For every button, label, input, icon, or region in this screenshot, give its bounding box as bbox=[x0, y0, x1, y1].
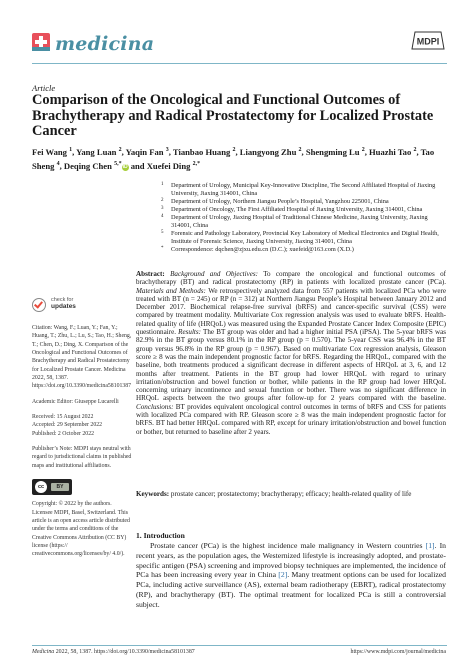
check-for-updates-button[interactable]: check for updates bbox=[32, 296, 102, 320]
author-list: Fei Wang $^1$, Yang Luan $^2$, Yaqin Fan $^3$, Tianbao Huang $^2$, Liangyong Zhu $^2$, Shengming Lu $^2$, Huazhi Tao $^2$, Tao Sheng $^4$, Deqing Chen $^{5,*}$iD and Xuefei Ding $^{2,*}$ bbox=[32, 146, 435, 171]
section-heading: 1. Introduction bbox=[136, 531, 185, 540]
footer-citation[interactable]: Medicina 2022, 58, 1387. https://doi.org/10.3390/medicina58101387 bbox=[32, 649, 195, 655]
affiliation-item: 3 Department of Oncology, The First Affiliated Hospital of Jiaxing University, Jiaxing 314001, China bbox=[161, 206, 423, 214]
affiliations bbox=[161, 182, 446, 254]
accepted-date: Accepted: 29 September 2022 bbox=[32, 422, 103, 429]
medicina-logo-icon bbox=[32, 33, 50, 51]
published-date: Published: 2 October 2022 bbox=[32, 430, 94, 437]
footer-divider bbox=[32, 645, 447, 646]
affiliation-item: 5 Forensic and Pathology Laboratory, Provincial Key Laboratory of Medical Electronics and Digital Health, Institute of Forensic Science, Jiaxing University, Jiaxing 314001, China bbox=[161, 230, 439, 246]
abstract: Abstract: Background and Objectives: To compare the oncological and functional outcomes of brachytherapy (BT) and radical prostatectomy (RP) in patients with localized prostate cancer (PCa). Materials and Methods: We retrospectively analyzed data from 557 patients with localized PCa who were treated with BT (n = 245) or RP (n = 312) at Northern Jiangsu People’s Hospital between January 2012 and December 2017. Biochemical relapse-free survival (bRFS) and cancer-specific survival (CSS) were compared by treatment modality. Multivariate Cox regression analysis was used to evaluate bRFS. Health-related quality of life (HRQoL) was measured using the Expanded Prostate Cancer Index Composite (EPIC) questionnaire. Results: The BT group was older and had a higher initial PSA (iPSA). The 5-year bRFS was 82.9% in the BT group versus 80.1% in the RP group (p = 0.570). The 5-year CSS was 96.4% in the BT group versus 96.8% in the RP group (p = 0.967). Based on multivariate Cox regression analysis, Gleason score ≥ 8 was the main independent prognostic factor for bRFS. Regarding the HRQoL, compared with the baseline, both treatments produced a significant decrease in different aspects of HRQoL at 3, 6, and 12 months after treatment. Patients in the BT group had lower HRQoL with regard to urinary irritation/obstruction and bowel function or bother, while patients in the RP group had lower HRQoL concerning urinary incontinence and sexual function or bother. There was no significant difference in HRQoL aspects between the two groups after follow-up for 2 years compared with the baseline. Conclusions: BT provides equivalent oncological control outcomes in terms of bRFS and CSS for patients with localized PCa compared with RP. Gleason score ≥ 8 was the main independent prognostic factor for bRFS. BT had better HRQoL compared with RP, except for urinary irritation/obstruction and bowel function or bother, but returned to baseline after 2 years. bbox=[136, 270, 446, 436]
affiliation-item: 4 Department of Urology, Jiaxing Hospital of Traditional Chinese Medicine, Jiaxing University, Jiaxing 314001, China bbox=[161, 214, 428, 230]
author[interactable]: Huazhi Tao $^2$ bbox=[369, 146, 417, 157]
article-title: Comparison of the Oncological and Functional Outcomes of Brachytherapy and Radical Prostatectomy for Localized Prostate Cancer bbox=[32, 92, 434, 140]
journal-url[interactable]: https://www.mdpi.com/journal/medicina bbox=[350, 649, 446, 655]
affiliation-item: 1 Department of Urology, Municipal Key-Innovative Discipline, The Second Affiliated Hospital of Jiaxing University, Jiaxing 314001, China bbox=[161, 182, 436, 198]
cc-by-license-icon[interactable]: cc BY bbox=[32, 479, 72, 495]
copyright: Copyright: © 2022 by the authors. Licensee MDPI, Basel, Switzerland. This article is an open access article distributed under the terms and conditions of the Creative Commons Attribution (CC BY) license (https:// creativecommons.org/licenses/by/ 4.0/). bbox=[32, 501, 130, 558]
author[interactable]: Fei Wang $^1$ bbox=[32, 146, 73, 157]
affiliation-item: 2 Department of Urology, Northern Jiangsu People’s Hospital, Yangzhou 225001, China bbox=[161, 198, 389, 206]
author[interactable]: Liangyong Zhu $^2$ bbox=[239, 146, 302, 157]
header-divider bbox=[32, 63, 447, 64]
citation-link[interactable]: [2] bbox=[278, 570, 288, 580]
citation[interactable]: Citation: Wang, F.; Luan, Y.; Fan, Y.; Huang, T.; Zhu, L.; Lu, S.; Tao, H.; Sheng, T.; Chen, D.; Ding, X. Comparison of the Oncological and Functional Outcomes of Brachytherapy and Radical Prostatectomy for Localized Prostate Cancer. Medicina 2022, 58, 1387. https://doi.org/10.3390/medicina58101387 bbox=[32, 325, 132, 390]
author[interactable]: Shengming Lu $^2$ bbox=[305, 146, 365, 157]
keywords: Keywords: prostate cancer; prostatectomy; brachytherapy; efficacy; health-related quality of life bbox=[136, 490, 412, 498]
intro-paragraph: Prostate cancer (PCa) is the highest incidence male malignancy in Western countries [1]. In recent years, as the population ages, the Westernized lifestyle is increasingly adopted, and prostate-specific antigen (PSA) screening and improved biopsy techniques are implemented, the incidence of PCa has been increasing every year in China [2]. Many treatment options can be used for localized PCa, including active surveillance (AS), external beam radiotherapy (EBRT), radical prostatectomy (RP), and brachytherapy (BT). The optimal treatment for localized PCa is still a controversial subject. bbox=[136, 541, 447, 609]
author[interactable]: Xuefei Ding $^{2,*}$ bbox=[146, 160, 201, 171]
academic-editor: Academic Editor: Giuseppe Lucarelli bbox=[32, 398, 119, 405]
author[interactable]: Yang Luan $^2$ bbox=[76, 146, 122, 157]
journal-name[interactable]: medicina bbox=[55, 33, 155, 55]
orcid-icon[interactable]: iD bbox=[122, 163, 128, 170]
author[interactable]: Yaqin Fan $^3$ bbox=[125, 146, 169, 157]
check-updates-icon bbox=[32, 298, 46, 312]
received-date: Received: 15 August 2022 bbox=[32, 414, 94, 421]
author[interactable]: Tianbao Huang $^2$ bbox=[172, 146, 236, 157]
mdpi-logo-text: MDPI bbox=[416, 36, 440, 47]
author[interactable]: Deqing Chen $^{5,*}$ bbox=[63, 160, 122, 171]
mdpi-logo[interactable] bbox=[411, 29, 445, 52]
publisher-note: Publisher’s Note: MDPI stays neutral with regard to jurisdictional claims in published maps and institutional affiliations. bbox=[32, 446, 132, 469]
correspondence[interactable]: * Correspondence: dqchen@zjxu.edu.cn (D.C.); xuefeid@163.com (X.D.) bbox=[161, 246, 354, 254]
article-type: Article bbox=[32, 83, 56, 93]
author[interactable]: Tao Sheng $^4$ bbox=[32, 146, 435, 171]
article-info-sidebar bbox=[32, 324, 132, 559]
citation-link[interactable]: [1] bbox=[425, 541, 435, 550]
